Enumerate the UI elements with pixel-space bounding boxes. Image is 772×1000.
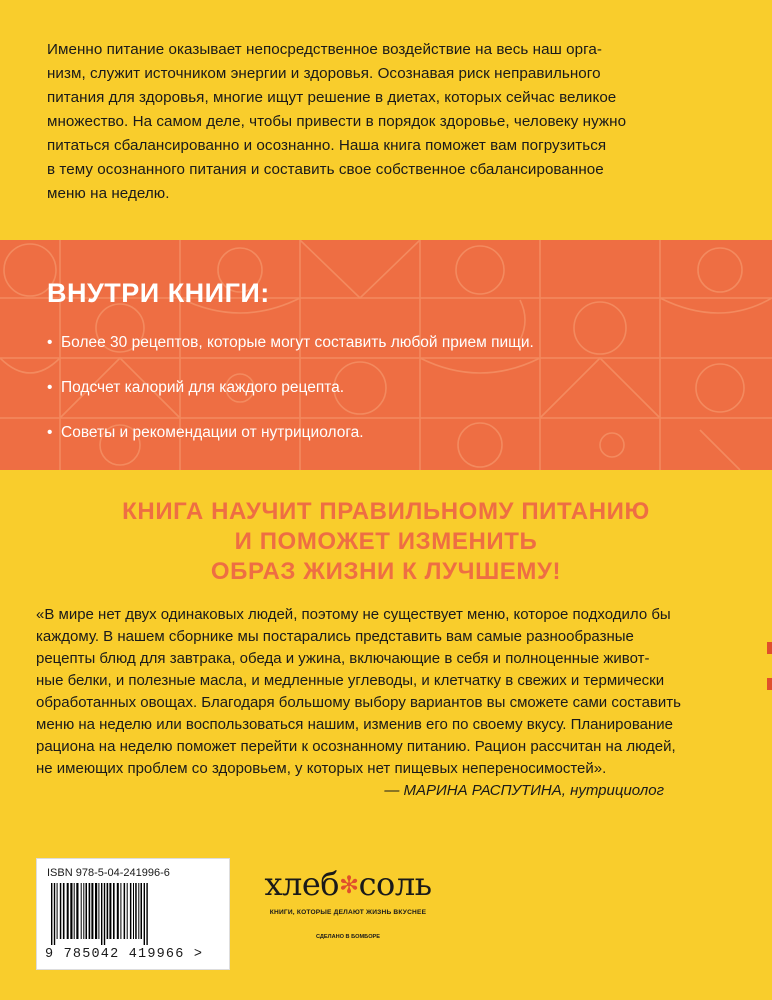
star-icon: ✻ bbox=[339, 871, 359, 899]
list-item bbox=[47, 422, 534, 467]
slogan-line: ОБРАЗ ЖИЗНИ К ЛУЧШЕМУ! bbox=[210, 558, 562, 585]
nutritionist-quote bbox=[36, 604, 736, 802]
barcode-bar bbox=[104, 883, 105, 945]
inside-book-band bbox=[0, 240, 772, 470]
barcode-bar bbox=[146, 883, 147, 945]
bullet-icon: • bbox=[47, 334, 53, 351]
list-item-text: Подсчет калорий для каждого рецепта. bbox=[61, 379, 345, 396]
publisher-made: СДЕЛАНО В БОМБОРЕ bbox=[315, 934, 381, 940]
barcode-bar bbox=[124, 883, 126, 939]
intro-line: множество. На самом деле, чтобы привести в порядок здоровье, человеку нужно bbox=[47, 113, 627, 130]
barcode-bar bbox=[107, 883, 109, 939]
isbn-number: ISBN 978-5-04-241996-6 bbox=[47, 867, 170, 879]
quote-line: не имеющих проблем со здоровьем, у которых нет пищевых непереносимостей». bbox=[36, 760, 607, 777]
edge-mark bbox=[767, 642, 772, 654]
barcode-bar bbox=[109, 883, 111, 939]
barcode-bar bbox=[74, 883, 75, 939]
barcode-bar bbox=[117, 883, 119, 939]
slogan-line: КНИГА НАУЧИТ ПРАВИЛЬНОМУ ПИТАНИЮ bbox=[122, 498, 650, 525]
quote-line: меню на неделю или воспользоваться нашим, изменив его по своему вкусу. Планирование bbox=[36, 716, 673, 733]
barcode-bar bbox=[120, 883, 121, 939]
intro-line: в тему осознанного питания и составить свое собственное сбалансированное bbox=[47, 161, 604, 178]
barcode-bar bbox=[141, 883, 143, 939]
intro-line: меню на неделю. bbox=[47, 185, 170, 202]
quote-line: рациона на неделю поможет перейти к осознанному питанию. Рацион рассчитан на людей, bbox=[36, 738, 676, 755]
barcode-bar bbox=[89, 883, 91, 939]
barcode-bar bbox=[51, 883, 52, 945]
barcode-bar bbox=[63, 883, 65, 939]
quote-author: — МАРИНА РАСПУТИНА, нутрициолог bbox=[384, 782, 664, 799]
barcode-bar bbox=[138, 883, 139, 939]
slogan bbox=[0, 497, 772, 587]
barcode-bar bbox=[130, 883, 132, 939]
barcode-bar bbox=[57, 883, 58, 939]
barcode-bar bbox=[67, 883, 69, 939]
quote-line: ные белки, и полезные масла, и медленные углеводы, и клетчатку в свежих и термически bbox=[36, 672, 665, 689]
quote-line: рецепты блюд для завтрака, обеда и ужина, включающие в себя и полноценные живот- bbox=[36, 650, 650, 667]
barcode-bar bbox=[127, 883, 128, 939]
publisher-name bbox=[258, 866, 438, 903]
list-item-text: Советы и рекомендации от нутрициолога. bbox=[61, 424, 364, 441]
barcode-icon bbox=[49, 883, 219, 945]
bullet-icon: • bbox=[47, 379, 53, 396]
publisher-tagline: КНИГИ, КОТОРЫЕ ДЕЛАЮТ ЖИЗНЬ ВКУСНЕЕ bbox=[269, 909, 427, 916]
barcode-bar bbox=[54, 883, 55, 945]
ean-digits: 9 785042 419966 > bbox=[45, 947, 204, 962]
edge-mark bbox=[767, 678, 772, 690]
barcode-bar bbox=[60, 883, 62, 939]
quote-line: каждому. В нашем сборнике мы постарались представить вам самые разнообразные bbox=[36, 628, 634, 645]
list-item bbox=[47, 332, 534, 377]
barcode-bar bbox=[133, 883, 134, 939]
barcode-bar bbox=[144, 883, 145, 945]
list-item bbox=[47, 377, 534, 422]
barcode-bar bbox=[86, 883, 88, 939]
publisher-logo bbox=[258, 866, 438, 940]
barcode-box bbox=[36, 858, 230, 970]
publisher-name-right: соль bbox=[358, 865, 432, 903]
list-item-text: Более 30 рецептов, которые могут составить любой прием пищи. bbox=[61, 334, 534, 351]
barcode-bar bbox=[91, 883, 93, 939]
barcode-bar bbox=[95, 883, 97, 939]
barcode-bar bbox=[135, 883, 137, 939]
barcode-bar bbox=[83, 883, 84, 939]
barcode-bar bbox=[98, 883, 99, 939]
quote-line: обработанных овощах. Благодаря большому выбору вариантов вы сможете сами составить bbox=[36, 694, 681, 711]
bullet-icon: • bbox=[47, 424, 53, 441]
quote-line: «В мире нет двух одинаковых людей, поэтому не существует меню, которое подходило бы bbox=[36, 606, 671, 623]
inside-book-title: ВНУТРИ КНИГИ: bbox=[47, 278, 270, 308]
intro-paragraph bbox=[47, 38, 727, 206]
inside-book-list bbox=[47, 332, 534, 467]
slogan-line: И ПОМОЖЕТ ИЗМЕНИТЬ bbox=[234, 528, 538, 555]
barcode-bar bbox=[70, 883, 72, 939]
barcode-bar bbox=[76, 883, 78, 939]
publisher-name-left: хлеб bbox=[264, 865, 340, 903]
intro-line: питаться сбалансированно и осознанно. Наша книга поможет вам погрузиться bbox=[47, 137, 607, 154]
barcode-bar bbox=[101, 883, 102, 945]
barcode-bar bbox=[81, 883, 82, 939]
intro-line: Именно питание оказывает непосредственное воздействие на весь наш орга- bbox=[47, 41, 602, 58]
intro-line: низм, служит источником энергии и здоровья. Осознавая риск неправильного bbox=[47, 65, 601, 82]
barcode-bar bbox=[113, 883, 115, 939]
intro-line: питания для здоровья, многие ищут решение в диетах, которых сейчас великое bbox=[47, 89, 617, 106]
